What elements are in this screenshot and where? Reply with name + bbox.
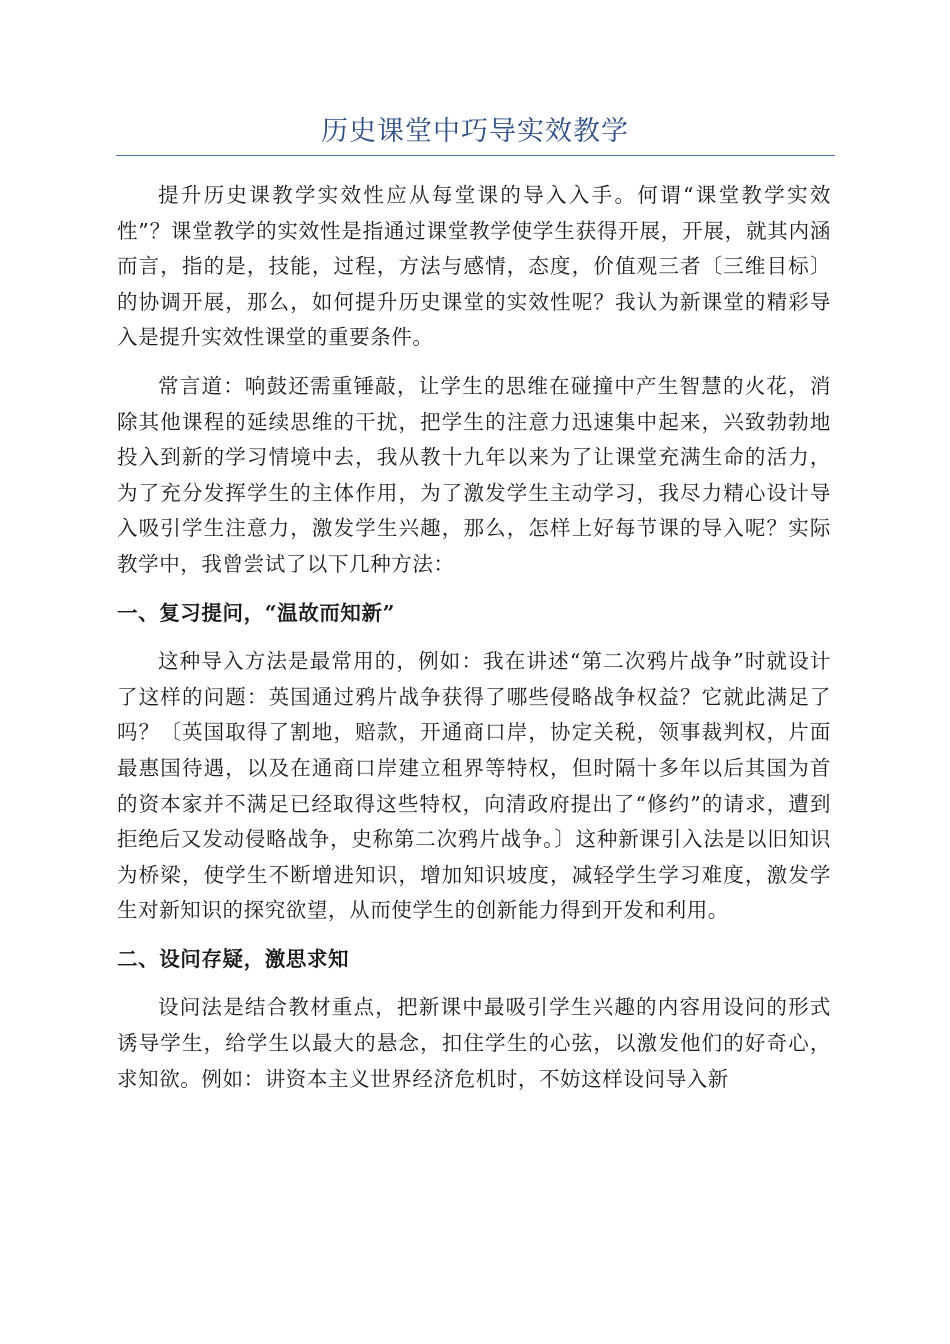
body-paragraph: 设问法是结合教材重点，把新课中最吸引学生兴趣的内容用设问的形式诱导学生，给学生以最大的悬念，扣住学生的心弦，以激发他们的好奇心，求知欲。例如：讲资本主义世界经济危机时，不妨这样设问导入新 <box>117 995 831 1091</box>
section-heading: 二、设问存疑，激思求知 <box>117 946 350 971</box>
document-body <box>117 178 831 1097</box>
paragraph-spacer <box>117 356 831 369</box>
body-paragraph: 这种导入方法是最常用的，例如：我在讲述“第二次鸦片战争”时就设计了这样的问题：英国通过鸦片战争获得了哪些侵略战争权益？它就此满足了吗？〔英国取得了割地，赔款，开通商口岸，协定关税，领事裁判权，片面最惠国待遇，以及在通商口岸建立租界等特权，但时隔十多年以后其国为首的资本家并不满足已经取得这些特权，向清政府提出了“修约”的请求，遭到拒绝后又发动侵略战争，史称第二次鸦片战争。〕这种新课引入法是以旧知识为桥梁，使学生不断增进知识，增加知识坡度，减轻学生学习难度，激发学生对新知识的探究欲望，从而使学生的创新能力得到开发和利用。 <box>117 649 831 923</box>
paragraph-spacer <box>117 583 831 596</box>
title-underline <box>116 155 835 156</box>
paragraph-spacer <box>117 977 831 990</box>
section-heading: 一、复习提问，“温故而知新” <box>117 600 395 625</box>
paragraph-spacer <box>117 631 831 644</box>
paragraph-spacer <box>117 929 831 942</box>
body-paragraph: 提升历史课教学实效性应从每堂课的导入入手。何谓“课堂教学实效性”？课堂教学的实效性是指通过课堂教学使学生获得开展，开展，就其内涵而言，指的是，技能，过程，方法与感情，态度，价值观三者〔三维目标〕的协调开展，那么，如何提升历史课堂的实效性呢？我认为新课堂的精彩导入是提升实效性课堂的重要条件。 <box>117 183 831 350</box>
document-title: 历史课堂中巧导实效教学 <box>321 116 629 147</box>
body-paragraph: 常言道：响鼓还需重锤敲，让学生的思维在碰撞中产生智慧的火花，消除其他课程的延续思维的干扰，把学生的注意力迅速集中起来，兴致勃勃地投入到新的学习情境中去，我从教十九年以来为了让课堂充满生命的活力，为了充分发挥学生的主体作用，为了激发学生主动学习，我尽力精心设计导入吸引学生注意力，激发学生兴趣，那么，怎样上好每节课的导入呢？实际教学中，我曾尝试了以下几种方法： <box>117 373 831 576</box>
